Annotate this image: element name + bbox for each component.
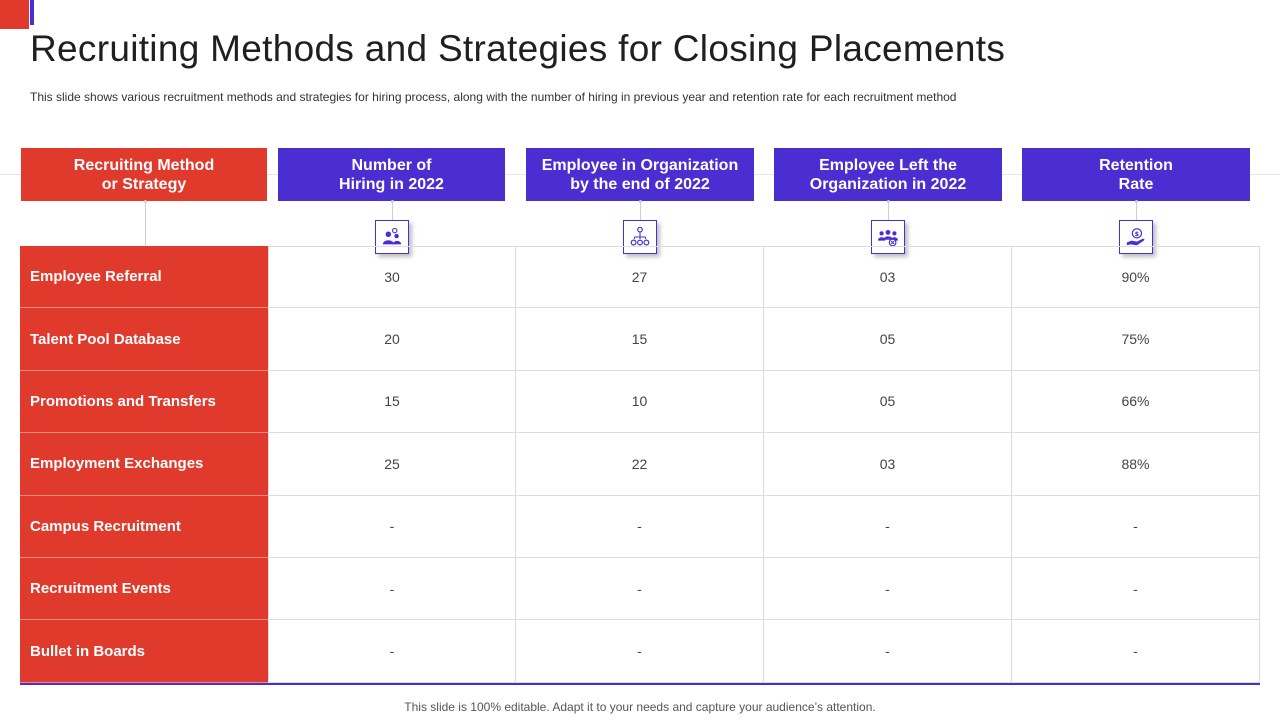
table-cell: 66% <box>1012 371 1260 433</box>
table-cell: 03 <box>764 246 1012 308</box>
table-cell: 25 <box>268 433 516 495</box>
recruitment-table <box>20 246 1260 685</box>
header-recruiting-method: Recruiting Method or Strategy <box>21 148 267 201</box>
row-label-promotions-and-transfers: Promotions and Transfers <box>20 371 268 433</box>
connector-dot <box>391 200 394 203</box>
table-cell: - <box>764 558 1012 620</box>
table-cell: 22 <box>516 433 764 495</box>
table-cell: 03 <box>764 433 1012 495</box>
table-cell: - <box>764 620 1012 682</box>
table-cell: 90% <box>1012 246 1260 308</box>
row-label-employee-referral: Employee Referral <box>20 246 268 308</box>
table-cell: - <box>268 558 516 620</box>
table-cell: - <box>1012 558 1260 620</box>
connector-dot <box>1135 200 1138 203</box>
table-cell: 75% <box>1012 308 1260 370</box>
row-label-campus-recruitment: Campus Recruitment <box>20 496 268 558</box>
connector-stem <box>888 201 889 220</box>
slide-footer: This slide is 100% editable. Adapt it to your needs and capture your audience’s attention. <box>404 700 876 714</box>
corner-accent-red <box>0 0 29 29</box>
connector-stem <box>145 201 146 246</box>
table-cell: 05 <box>764 308 1012 370</box>
connector-stem <box>392 201 393 220</box>
svg-text:$: $ <box>1134 230 1140 239</box>
table-cell: 88% <box>1012 433 1260 495</box>
table-cell: 27 <box>516 246 764 308</box>
table-cell: 10 <box>516 371 764 433</box>
table-cell: 20 <box>268 308 516 370</box>
connector-dot <box>639 200 642 203</box>
row-label-employment-exchanges: Employment Exchanges <box>20 433 268 495</box>
header-employees-end-2022: Employee in Organization by the end of 2022 <box>526 148 754 201</box>
table-cell: - <box>268 496 516 558</box>
table-cell: 15 <box>516 308 764 370</box>
table-cell: 30 <box>268 246 516 308</box>
connector-stem <box>640 201 641 220</box>
table-cell: 05 <box>764 371 1012 433</box>
header-retention-rate: Retention Rate <box>1022 148 1250 201</box>
connector-stem <box>1136 201 1137 220</box>
corner-accent-purple <box>30 0 34 25</box>
table-cell: 15 <box>268 371 516 433</box>
header-hiring-2022: Number of Hiring in 2022 <box>278 148 505 201</box>
table-cell: - <box>764 496 1012 558</box>
slide-title: Recruiting Methods and Strategies for Closing Placements <box>30 28 1006 69</box>
table-cell: - <box>268 620 516 682</box>
table-cell: - <box>516 620 764 682</box>
table-cell: - <box>516 558 764 620</box>
slide-subtitle: This slide shows various recruitment methods and strategies for hiring process, along with the number of hiring in previous year and retention rate for each recruitment method <box>30 90 957 104</box>
table-cell: - <box>1012 496 1260 558</box>
table-cell: - <box>1012 620 1260 682</box>
connector-dot <box>887 200 890 203</box>
row-label-recruitment-events: Recruitment Events <box>20 558 268 620</box>
header-employees-left-2022: Employee Left the Organization in 2022 <box>774 148 1002 201</box>
row-label-talent-pool-database: Talent Pool Database <box>20 308 268 370</box>
table-cell: - <box>516 496 764 558</box>
row-label-bullet-in-boards: Bullet in Boards <box>20 620 268 682</box>
connector-dot <box>144 200 147 203</box>
